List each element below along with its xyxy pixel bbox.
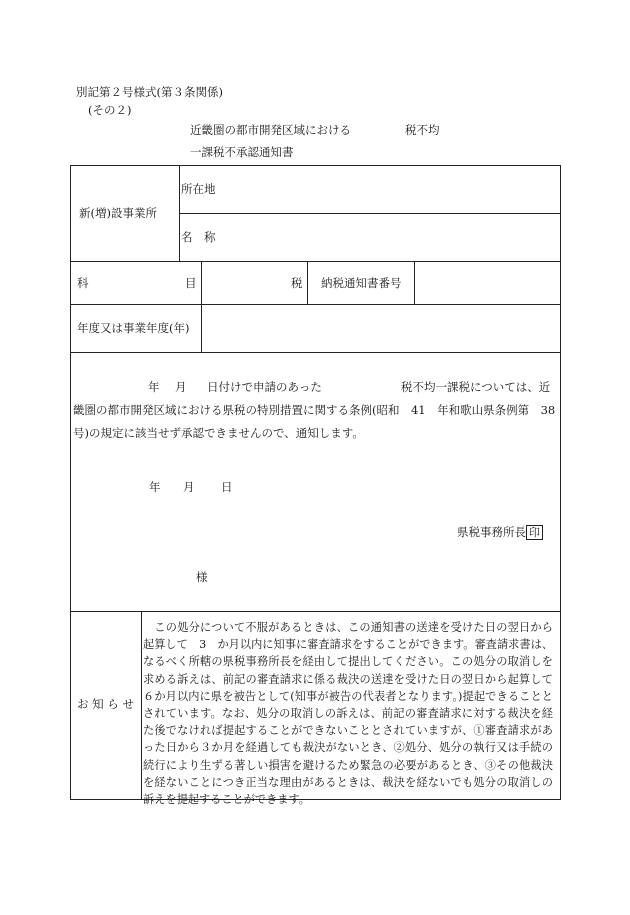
office-label: 新(増)設事業所 <box>79 206 157 220</box>
name-label: 名 称 <box>181 230 216 244</box>
row-divider <box>179 213 560 214</box>
form-sub-number: (その２) <box>88 103 132 117</box>
subject-label-left: 科 <box>77 276 89 290</box>
notice-label: お 知 ら せ <box>77 697 134 711</box>
form-number: 別記第２号様式(第３条関係) <box>76 85 223 99</box>
column-divider <box>201 261 202 352</box>
tax-suffix: 税 <box>291 276 303 290</box>
subject-label-right: 目 <box>185 276 197 290</box>
column-divider <box>141 611 142 799</box>
fiscal-year-label: 年度又は事業年度(年) <box>77 321 190 335</box>
body-line3: 号)の規定に該当せず承認できませんので、通知します。 <box>73 426 364 440</box>
form-table <box>70 165 561 807</box>
body-line1-rest: 税不均一課税については、近 <box>401 380 551 394</box>
row-divider <box>71 304 560 305</box>
date-day: 日 <box>221 480 233 494</box>
column-divider <box>307 261 308 304</box>
row-divider <box>71 611 560 612</box>
row-divider <box>71 352 560 353</box>
form-title-line2: 一課税不承認通知書 <box>190 145 294 159</box>
body-line2: 畿圏の都市開発区域における県税の特別措置に関する条例(昭和 41 年和歌山県条例第 38 <box>73 403 556 417</box>
column-divider <box>414 261 415 304</box>
row-divider <box>71 261 560 262</box>
location-label: 所在地 <box>181 182 216 196</box>
column-divider <box>179 166 180 261</box>
form-title-line1: 近畿圏の都市開発区域における <box>190 123 351 137</box>
body-month: 月 <box>175 380 187 394</box>
notice-number-label: 納税通知書番号 <box>321 276 402 290</box>
form-title-tax: 税不均 <box>405 123 440 137</box>
date-year: 年 <box>149 480 161 494</box>
body-date-text: 日付けで申請のあった <box>207 380 322 394</box>
notice-text: この処分について不服があるときは、この通知書の送達を受けた日の翌日から起算して 3 か月以内に知事に審査請求をすることができます。審査請求書は、なるべく所轄の県税事務所長を経由して提出してください。この処分の取消しを求める訴えは、前記の審査請求に係る裁決の送達を受けた日の翌日から起算して６か月以内に県を被告として(知事が被告の代表者となります。)提起できることとされています。なお、処分の取消しの訴えは、前記の審査請求に対する裁決を経た後でなければ提起することができないこととされていますが、①審査請求があった日から３か月を経過しても裁決がないとき、②処分、処分の執行又は手続の続行により生ずる著しい損害を避けるため緊急の必要があるとき、③その他裁決を経ないことにつき正当な理由があるときは、裁決を経ないでも処分の取消しの訴えを提起することができます。 <box>143 621 553 807</box>
issuer-line <box>457 522 543 543</box>
issuer-title: 県税事務所長 <box>457 525 526 539</box>
date-month: 月 <box>183 480 195 494</box>
body-year: 年 <box>148 380 160 394</box>
addressee-suffix: 様 <box>196 570 208 584</box>
seal-stamp: 印 <box>526 525 543 540</box>
